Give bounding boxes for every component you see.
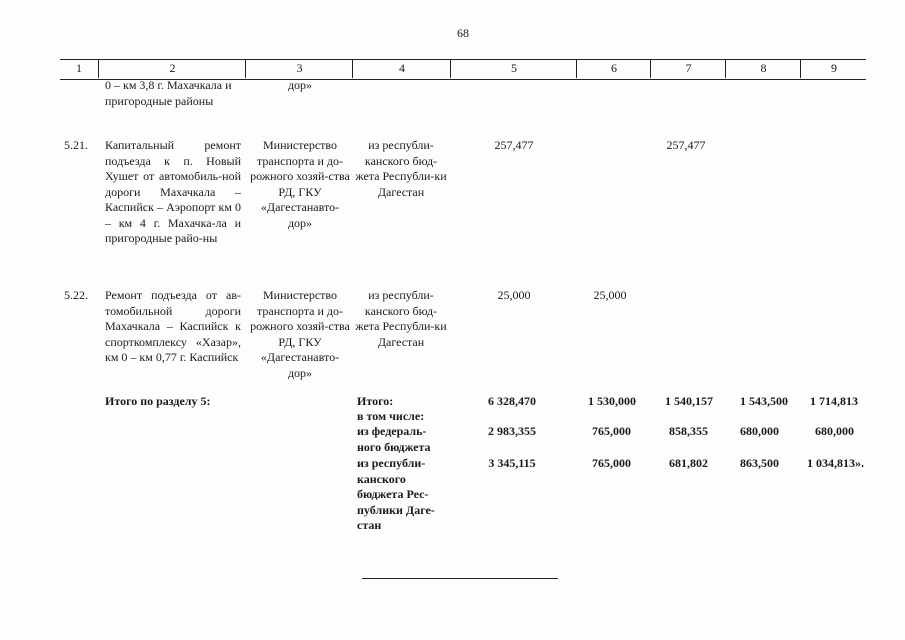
row-5-22-col6: 25,000 xyxy=(593,288,627,302)
republic-budget-label: из республи-канского бюджета Рес-публики Даге-стан xyxy=(357,456,435,532)
header-col-8: 8 xyxy=(725,59,801,78)
row-5-22-executor: Министерство транспорта и до-рожного хозяй-ства РД, ГКУ «Дагестанавто-дор» xyxy=(250,288,350,380)
row-5-21-col5: 257,477 xyxy=(494,138,534,152)
section-total-label: Итого по разделу 5: xyxy=(105,394,211,408)
header-col-4: 4 xyxy=(352,59,451,78)
including-label: в том числе: xyxy=(357,409,425,423)
total-col7: 1 540,157 xyxy=(665,394,713,408)
republic-col9: 1 034,813». xyxy=(807,456,864,470)
republic-col8: 863,500 xyxy=(740,456,779,470)
federal-col5: 2 983,355 xyxy=(488,424,536,438)
republic-col5: 3 345,115 xyxy=(488,456,536,470)
row-5-22-name: Ремонт подъезда от ав-томобильной дороги Махачкала – Каспийск к спорткомплексу «Хазар», км 0 – км 0,77 г. Каспийск xyxy=(105,288,241,364)
header-col-5: 5 xyxy=(450,59,577,78)
total-col5: 6 328,470 xyxy=(488,394,536,408)
federal-col6: 765,000 xyxy=(592,424,631,438)
row-5-21-col7: 257,477 xyxy=(666,138,706,152)
header-col-9: 9 xyxy=(800,59,867,78)
header-col-1: 1 xyxy=(76,61,82,75)
row-5-21-number: 5.21. xyxy=(64,138,88,152)
federal-budget-label: из федераль-ного бюджета xyxy=(357,424,431,454)
row-5-21-source: из республи-канского бюд-жета Республи-ки Дагестан xyxy=(355,138,447,199)
republic-col7: 681,802 xyxy=(669,456,708,470)
row-5-22-source: из республи-канского бюд-жета Республи-ки Дагестан xyxy=(355,288,447,349)
total-col8: 1 543,500 xyxy=(740,394,788,408)
header-col-3: 3 xyxy=(245,59,353,78)
header-col-2: 2 xyxy=(98,59,246,78)
row-5-21-name: Капитальный ремонт подъезда к п. Новый Хушет от автомобиль-ной дороги Махачкала – Каспийск – Аэропорт км 0 – км 4 г. Махачка-ла и пригородные райо-ны xyxy=(105,138,241,245)
row-5-22-number: 5.22. xyxy=(64,288,88,302)
total-col6: 1 530,000 xyxy=(588,394,636,408)
header-col-6: 6 xyxy=(576,59,651,78)
total-col9: 1 714,813 xyxy=(810,394,858,408)
header-col-7: 7 xyxy=(650,59,726,78)
total-label: Итого: xyxy=(357,394,394,408)
row-5-22-col5: 25,000 xyxy=(497,288,531,302)
page-number: 68 xyxy=(457,26,469,40)
closing-rule xyxy=(362,578,558,579)
cont-name: 0 – км 3,8 г. Махачкала и пригородные районы xyxy=(105,78,232,108)
federal-col8: 680,000 xyxy=(740,424,779,438)
row-5-21-executor: Министерство транспорта и до-рожного хозяй-ства РД, ГКУ «Дагестанавто-дор» xyxy=(250,138,350,230)
federal-col7: 858,355 xyxy=(669,424,708,438)
cont-executor: дор» xyxy=(287,78,313,92)
republic-col6: 765,000 xyxy=(592,456,631,470)
federal-col9: 680,000 xyxy=(815,424,854,438)
